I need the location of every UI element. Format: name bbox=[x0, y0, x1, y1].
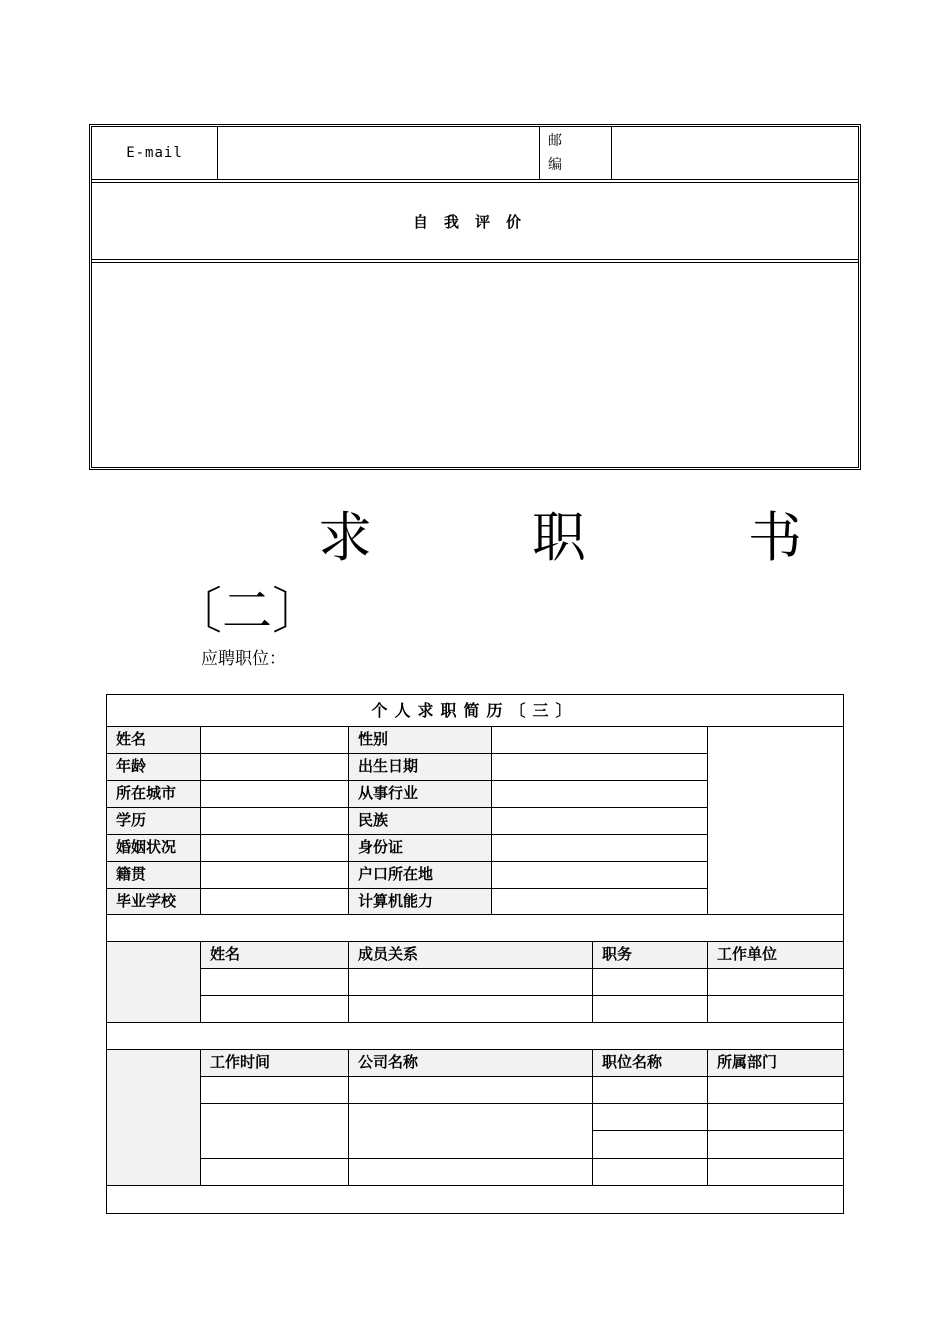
family-cell[interactable] bbox=[708, 969, 843, 996]
basic-info-label: 性别 bbox=[349, 727, 492, 754]
work-cell[interactable] bbox=[708, 1131, 843, 1159]
basic-info-value[interactable] bbox=[201, 889, 349, 915]
basic-info-label: 出生日期 bbox=[349, 754, 492, 781]
basic-info-value[interactable] bbox=[492, 889, 708, 915]
basic-info-label: 籍贯 bbox=[107, 862, 201, 889]
family-cell[interactable] bbox=[593, 996, 708, 1023]
basic-info-value[interactable] bbox=[201, 862, 349, 889]
section-header-row bbox=[107, 1023, 843, 1050]
work-header-company: 公司名称 bbox=[349, 1050, 593, 1077]
work-header-time: 工作时间 bbox=[201, 1050, 349, 1077]
work-header-department: 所属部门 bbox=[708, 1050, 843, 1077]
work-cell[interactable] bbox=[201, 1104, 349, 1159]
work-header-title: 职位名称 bbox=[593, 1050, 708, 1077]
family-cell[interactable] bbox=[593, 969, 708, 996]
basic-info-label: 从事行业 bbox=[349, 781, 492, 808]
basic-info-value[interactable] bbox=[492, 808, 708, 835]
basic-info-label: 学历 bbox=[107, 808, 201, 835]
basic-info-label: 户口所在地 bbox=[349, 862, 492, 889]
work-cell[interactable] bbox=[593, 1159, 708, 1186]
work-cell[interactable] bbox=[201, 1077, 349, 1104]
work-cell[interactable] bbox=[593, 1104, 708, 1131]
heading-char: 书 bbox=[748, 506, 802, 569]
family-header-position: 职务 bbox=[593, 942, 708, 969]
postcode-label: 邮编 bbox=[548, 133, 562, 173]
bottom-row bbox=[107, 1186, 843, 1213]
position-label: 应聘职位： bbox=[201, 649, 286, 669]
basic-info-label: 婚姻状况 bbox=[107, 835, 201, 862]
family-header-relation: 成员关系 bbox=[349, 942, 593, 969]
basic-info-value[interactable] bbox=[492, 862, 708, 889]
email-label: E-mail bbox=[126, 145, 183, 161]
heading-char: 求 bbox=[318, 506, 372, 569]
contact-form bbox=[89, 124, 861, 470]
basic-info-label: 计算机能力 bbox=[349, 889, 492, 915]
resume-title: 个人求职简历〔三〕 bbox=[107, 695, 843, 727]
postcode-field[interactable] bbox=[612, 127, 858, 179]
work-section-label bbox=[107, 1050, 201, 1186]
basic-info-label: 所在城市 bbox=[107, 781, 201, 808]
email-row bbox=[92, 127, 858, 179]
work-cell[interactable] bbox=[708, 1104, 843, 1131]
basic-info-label: 民族 bbox=[349, 808, 492, 835]
basic-info-value[interactable] bbox=[201, 727, 349, 754]
basic-info-value[interactable] bbox=[201, 808, 349, 835]
work-cell[interactable] bbox=[708, 1077, 843, 1104]
heading-char: 职 bbox=[532, 506, 586, 569]
family-cell[interactable] bbox=[201, 969, 349, 996]
basic-info-value[interactable] bbox=[201, 754, 349, 781]
basic-info-value[interactable] bbox=[201, 781, 349, 808]
basic-info-label: 年龄 bbox=[107, 754, 201, 781]
basic-info-label: 姓名 bbox=[107, 727, 201, 754]
section-header-row bbox=[107, 915, 843, 942]
email-label-cell bbox=[92, 127, 218, 179]
family-header-name: 姓名 bbox=[201, 942, 349, 969]
basic-info-value[interactable] bbox=[492, 835, 708, 862]
basic-info-value[interactable] bbox=[492, 754, 708, 781]
self-evaluation-field[interactable] bbox=[92, 263, 858, 467]
basic-info-value[interactable] bbox=[492, 781, 708, 808]
family-cell[interactable] bbox=[349, 996, 593, 1023]
work-cell[interactable] bbox=[593, 1077, 708, 1104]
family-cell[interactable] bbox=[708, 996, 843, 1023]
work-cell[interactable] bbox=[349, 1077, 593, 1104]
resume-table bbox=[106, 694, 844, 1214]
basic-info-label: 毕业学校 bbox=[107, 889, 201, 915]
basic-info-value[interactable] bbox=[201, 835, 349, 862]
work-cell[interactable] bbox=[708, 1159, 843, 1186]
family-cell[interactable] bbox=[201, 996, 349, 1023]
basic-info-label: 身份证 bbox=[349, 835, 492, 862]
family-header-employer: 工作单位 bbox=[708, 942, 843, 969]
family-section-label bbox=[107, 942, 201, 1023]
family-cell[interactable] bbox=[349, 969, 593, 996]
email-field[interactable] bbox=[218, 127, 540, 179]
work-cell[interactable] bbox=[593, 1131, 708, 1159]
basic-info-value[interactable] bbox=[492, 727, 708, 754]
work-cell[interactable] bbox=[349, 1159, 593, 1186]
postcode-label-cell bbox=[540, 127, 612, 179]
heading-number: 〔二〕 bbox=[172, 582, 322, 640]
self-evaluation-title: 自我评价 bbox=[412, 212, 537, 231]
photo-area[interactable] bbox=[708, 727, 843, 915]
work-cell[interactable] bbox=[201, 1159, 349, 1186]
work-cell[interactable] bbox=[349, 1104, 593, 1159]
